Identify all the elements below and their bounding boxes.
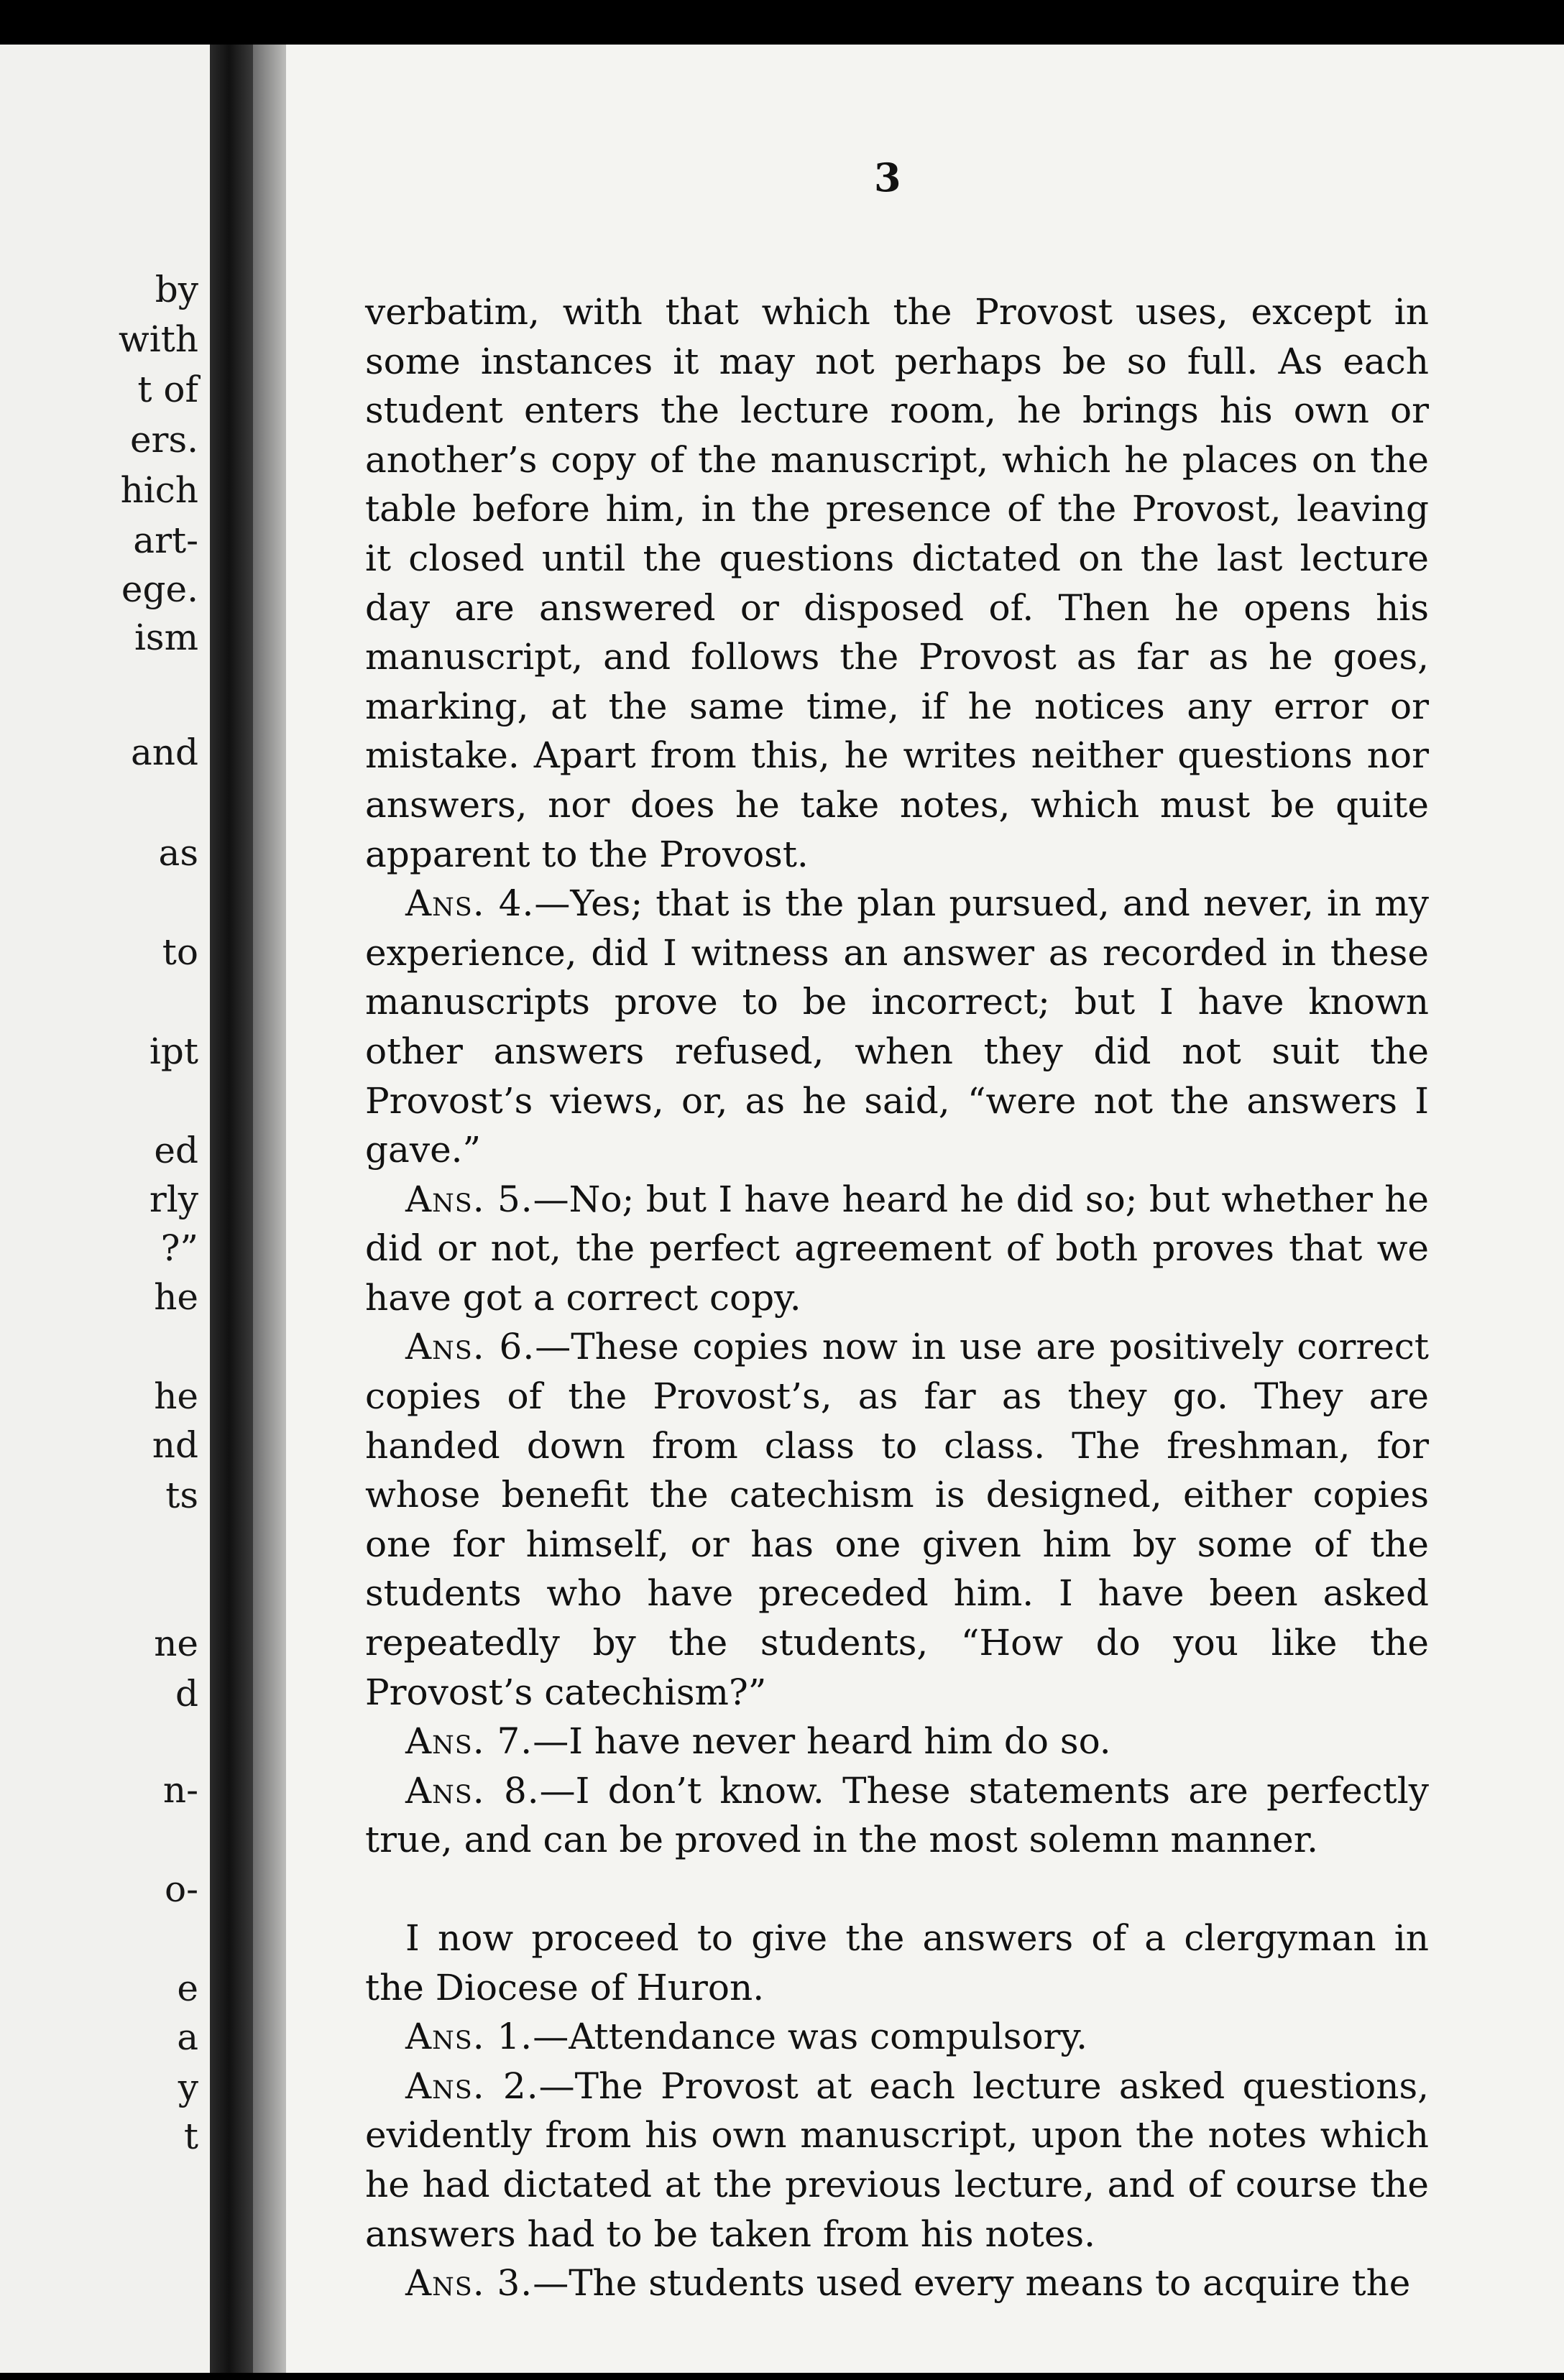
page-body-text xyxy=(365,287,1429,2308)
answer-paragraph xyxy=(365,2062,1429,2259)
left-margin-fragment: to xyxy=(162,931,198,973)
left-margin-fragment: t of xyxy=(137,369,198,410)
paragraph-text: —I have never heard him do so. xyxy=(533,1720,1111,1763)
left-margin-fragment: ipt xyxy=(149,1030,198,1072)
left-margin-fragment: nd xyxy=(152,1424,198,1466)
left-margin-fragment: t xyxy=(183,2116,198,2157)
answer-label: Ans. 8. xyxy=(405,1769,540,1812)
left-margin-fragment: ege. xyxy=(121,568,198,610)
answer-label: Ans. 3. xyxy=(405,2262,533,2305)
left-margin-fragment: he xyxy=(154,1276,198,1318)
left-margin-fragment: by xyxy=(155,269,198,310)
answer-paragraph xyxy=(365,2259,1429,2308)
left-margin-fragment: n- xyxy=(162,1769,198,1811)
paragraph-text: —Yes; that is the plan pursued, and never, in my experience, did I witness an answer as recorded in these manuscripts prove to be incorrect; but I have known other answers refused, when they did not suit the Provost’s views, or, as he said, “were not the answers I gave.” xyxy=(365,882,1429,1171)
left-margin-fragment: as xyxy=(158,832,198,874)
paragraph-text: —The students used every means to acquire the xyxy=(533,2262,1411,2305)
paragraph-text: —These copies now in use are positively correct copies of the Provost’s, as far as they go. They are handed down from class to class. The freshman, for whose benefit the catechism is designed, either copies one for himself, or has one given him by some of the students who have preceded him. I have been asked repeatedly by the students, “How do you like the Provost’s catechism?” xyxy=(365,1326,1429,1713)
left-margin-fragment: a xyxy=(177,2016,198,2058)
left-margin-fragment: with xyxy=(118,318,198,360)
paragraph-text: —No; but I have heard he did so; but whether he did or not, the perfect agreement of both proves that we have got a correct copy. xyxy=(365,1178,1430,1319)
answer-label: Ans. 5. xyxy=(405,1178,533,1220)
left-margin-fragment: ed xyxy=(154,1130,198,1171)
answer-label: Ans. 7. xyxy=(405,1720,533,1763)
answer-label: Ans. 6. xyxy=(405,1326,535,1368)
intro-paragraph xyxy=(365,1914,1429,2012)
left-margin-fragment: ts xyxy=(165,1475,198,1516)
answer-paragraph xyxy=(365,2012,1429,2062)
paragraph-continuation xyxy=(365,287,1429,879)
book-gutter-shadow xyxy=(210,45,253,2373)
answer-label: Ans. 4. xyxy=(405,882,535,925)
answer-paragraph xyxy=(365,1175,1429,1323)
answer-paragraph xyxy=(365,1322,1429,1717)
left-margin-fragment: o- xyxy=(165,1868,198,1910)
paragraph-text: verbatim, with that which the Provost uses, except in some instances it may not perhaps be so full. As each student enters the lecture room, he brings his own or another’s copy of the manuscript, which he places on the table before him, in the presence of the Provost, leaving it closed until the questions dictated on the last lecture day are answered or disposed of. Then he opens his manuscript, and follows the Provost as far as he goes, marking, at the same time, if he notices any error or mistake. Apart from this, he writes neither questions nor answers, nor does he take notes, which must be quite apparent to the Provost. xyxy=(365,291,1429,875)
left-margin-fragment: art- xyxy=(133,520,198,561)
paragraph-text: —Attendance was compulsory. xyxy=(533,2016,1087,2058)
left-margin-fragment: d xyxy=(175,1673,198,1715)
previous-page-fragment xyxy=(0,45,210,2373)
paragraph-text: I now proceed to give the answers of a clergyman in the Diocese of Huron. xyxy=(365,1917,1429,2008)
paragraph-text: —I don’t know. These statements are perfectly true, and can be proved in the most solemn manner. xyxy=(365,1769,1430,1861)
paragraph-text: —The Provost at each lecture asked questions, evidently from his own manuscript, upon the notes which he had dictated at the previous lecture, and of course the answers had to be taken from his notes. xyxy=(365,2065,1430,2255)
left-margin-fragment: e xyxy=(177,1968,198,2009)
left-margin-fragment: and xyxy=(130,732,198,773)
book-gutter-edge xyxy=(253,45,286,2373)
left-margin-fragment: y xyxy=(178,2067,198,2108)
left-margin-fragment: ism xyxy=(134,617,198,658)
answer-paragraph xyxy=(365,879,1429,1175)
left-margin-fragment: hich xyxy=(120,469,198,511)
answer-paragraph xyxy=(365,1717,1429,1766)
answer-label: Ans. 2. xyxy=(405,2065,539,2107)
left-margin-fragment: rly xyxy=(149,1179,198,1220)
left-margin-fragment: ne xyxy=(154,1623,198,1664)
left-margin-fragment: ?” xyxy=(160,1227,198,1269)
left-margin-fragment: ers. xyxy=(129,419,198,461)
answer-label: Ans. 1. xyxy=(405,2016,533,2058)
left-margin-fragment: he xyxy=(154,1375,198,1417)
page-number: 3 xyxy=(874,154,901,200)
answer-paragraph xyxy=(365,1766,1429,1865)
